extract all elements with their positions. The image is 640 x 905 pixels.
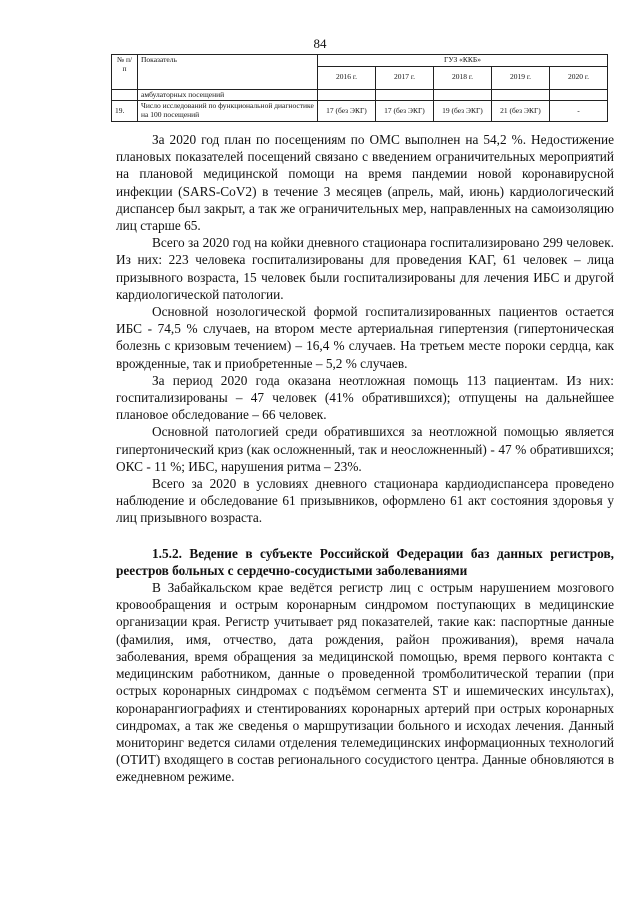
table-row [112,101,608,121]
row-indicator: Число исследований по функциональной диагностике на 100 посещений [138,101,318,121]
header-num: № п/п [112,55,138,90]
row-indicator: амбулаторных посещений [138,89,318,101]
row-value [318,89,376,101]
header-year: 2018 г. [434,66,492,89]
row-value: 21 (без ЭКГ) [492,101,550,121]
page-number: 84 [313,36,327,51]
paragraph: Основной патологией среди обратившихся за неотложной помощью является гипертонический криз (как осложненный, так и неосложненный) - 47 % обратившихся; ОКС - 11 %; ИБС, нарушения ритма – 23%. [116,424,614,474]
paragraph: Основной нозологической формой госпитализированных пациентов остается ИБС - 74,5 % случаев, на втором месте артериальная гипертензия (гипертоническая болезнь с кризовым течением) – 16,4 % случаев. На третьем месте пороки сердца, как врожденные, так и приобретенные – 5,2 % случаев. [116,304,614,371]
paragraph: За период 2020 года оказана неотложная помощь 113 пациентам. Из них: госпитализированы – 47 человек (41% обратившихся); отпущены на дальнейшее плановое обследование – 66 человек. [116,372,614,423]
row-value: 17 (без ЭКГ) [376,101,434,121]
row-value [434,89,492,101]
header-year: 2017 г. [376,66,434,89]
row-num [112,89,138,101]
header-year: 2020 г. [550,66,608,89]
header-year: 2019 г. [492,66,550,89]
paragraph: За 2020 год план по посещениям по ОМС выполнен на 54,2 %. Недостижение плановых показателей посещений связано с введением ограничительных мероприятий на плановой медицинской помощи на время пандемии новой коронавирусной инфекции (SARS-CoV2) в течение 3 месяцев (апрель, май, июнь) кардиологический диспансер был закрыт, а так же ограничительных мер, направленных на самоизоляцию лиц старше 65. [116,132,614,234]
header-indicator: Показатель [138,55,318,90]
row-value: - [550,101,608,121]
row-value [550,89,608,101]
header-org: ГУЗ «ККБ» [318,55,608,67]
row-value [376,89,434,101]
table-row [112,89,608,101]
document-body [116,131,614,786]
paragraph: Всего за 2020 год на койки дневного стационара госпитализировано 299 человек. Из них: 223 человека госпитализированы для проведения КАГ, 61 человек – лица призывного возраста, 15 человек были госпитализированы для лечения ИБС и другой кардиологической патологии. [116,235,614,302]
row-num: 19. [112,101,138,121]
statistics-table [111,54,608,122]
paragraph: В Забайкальском крае ведётся регистр лиц с острым нарушением мозгового кровообращения и острым коронарным синдромом поступающих в медицинские организации края. Регистр учитывает ряд показателей, такие как: паспортные данные (фамилия, имя, отчество, дата рождения, район проживания), время начала заболевания, время обращения за медицинской помощью, время первого контакта с медицинским работником, данные о проведенной тромболитической терапии (при острых коронарных синдромах с подъёмом сегмента ST и ишемических инсультах), коронарангиографиях и стентированиях коронарных артерий при острых коронарных синдромах, а так же сведенья о маршрутизации больного и исходах лечения. Данный мониторинг ведется силами отделения телемедицинских информационных технологий (ОТИТ) входящего в состав регионального сосудистого центра. Данные обновляются в ежедневном режиме. [116,580,614,785]
section-heading: 1.5.2. Ведение в субъекте Российской Федерации баз данных регистров, реестров больных с сердечно-сосудистыми заболеваниями [116,545,614,578]
row-value: 19 (без ЭКГ) [434,101,492,121]
paragraph: Всего за 2020 в условиях дневного стационара кардиодиспансера проведено наблюдение и обследование 61 призывников, оформлено 61 акт состояния здоровья у лиц призывного возраста. [116,476,614,526]
table-header-row [112,55,608,67]
row-value: 17 (без ЭКГ) [318,101,376,121]
row-value [492,89,550,101]
header-year: 2016 г. [318,66,376,89]
